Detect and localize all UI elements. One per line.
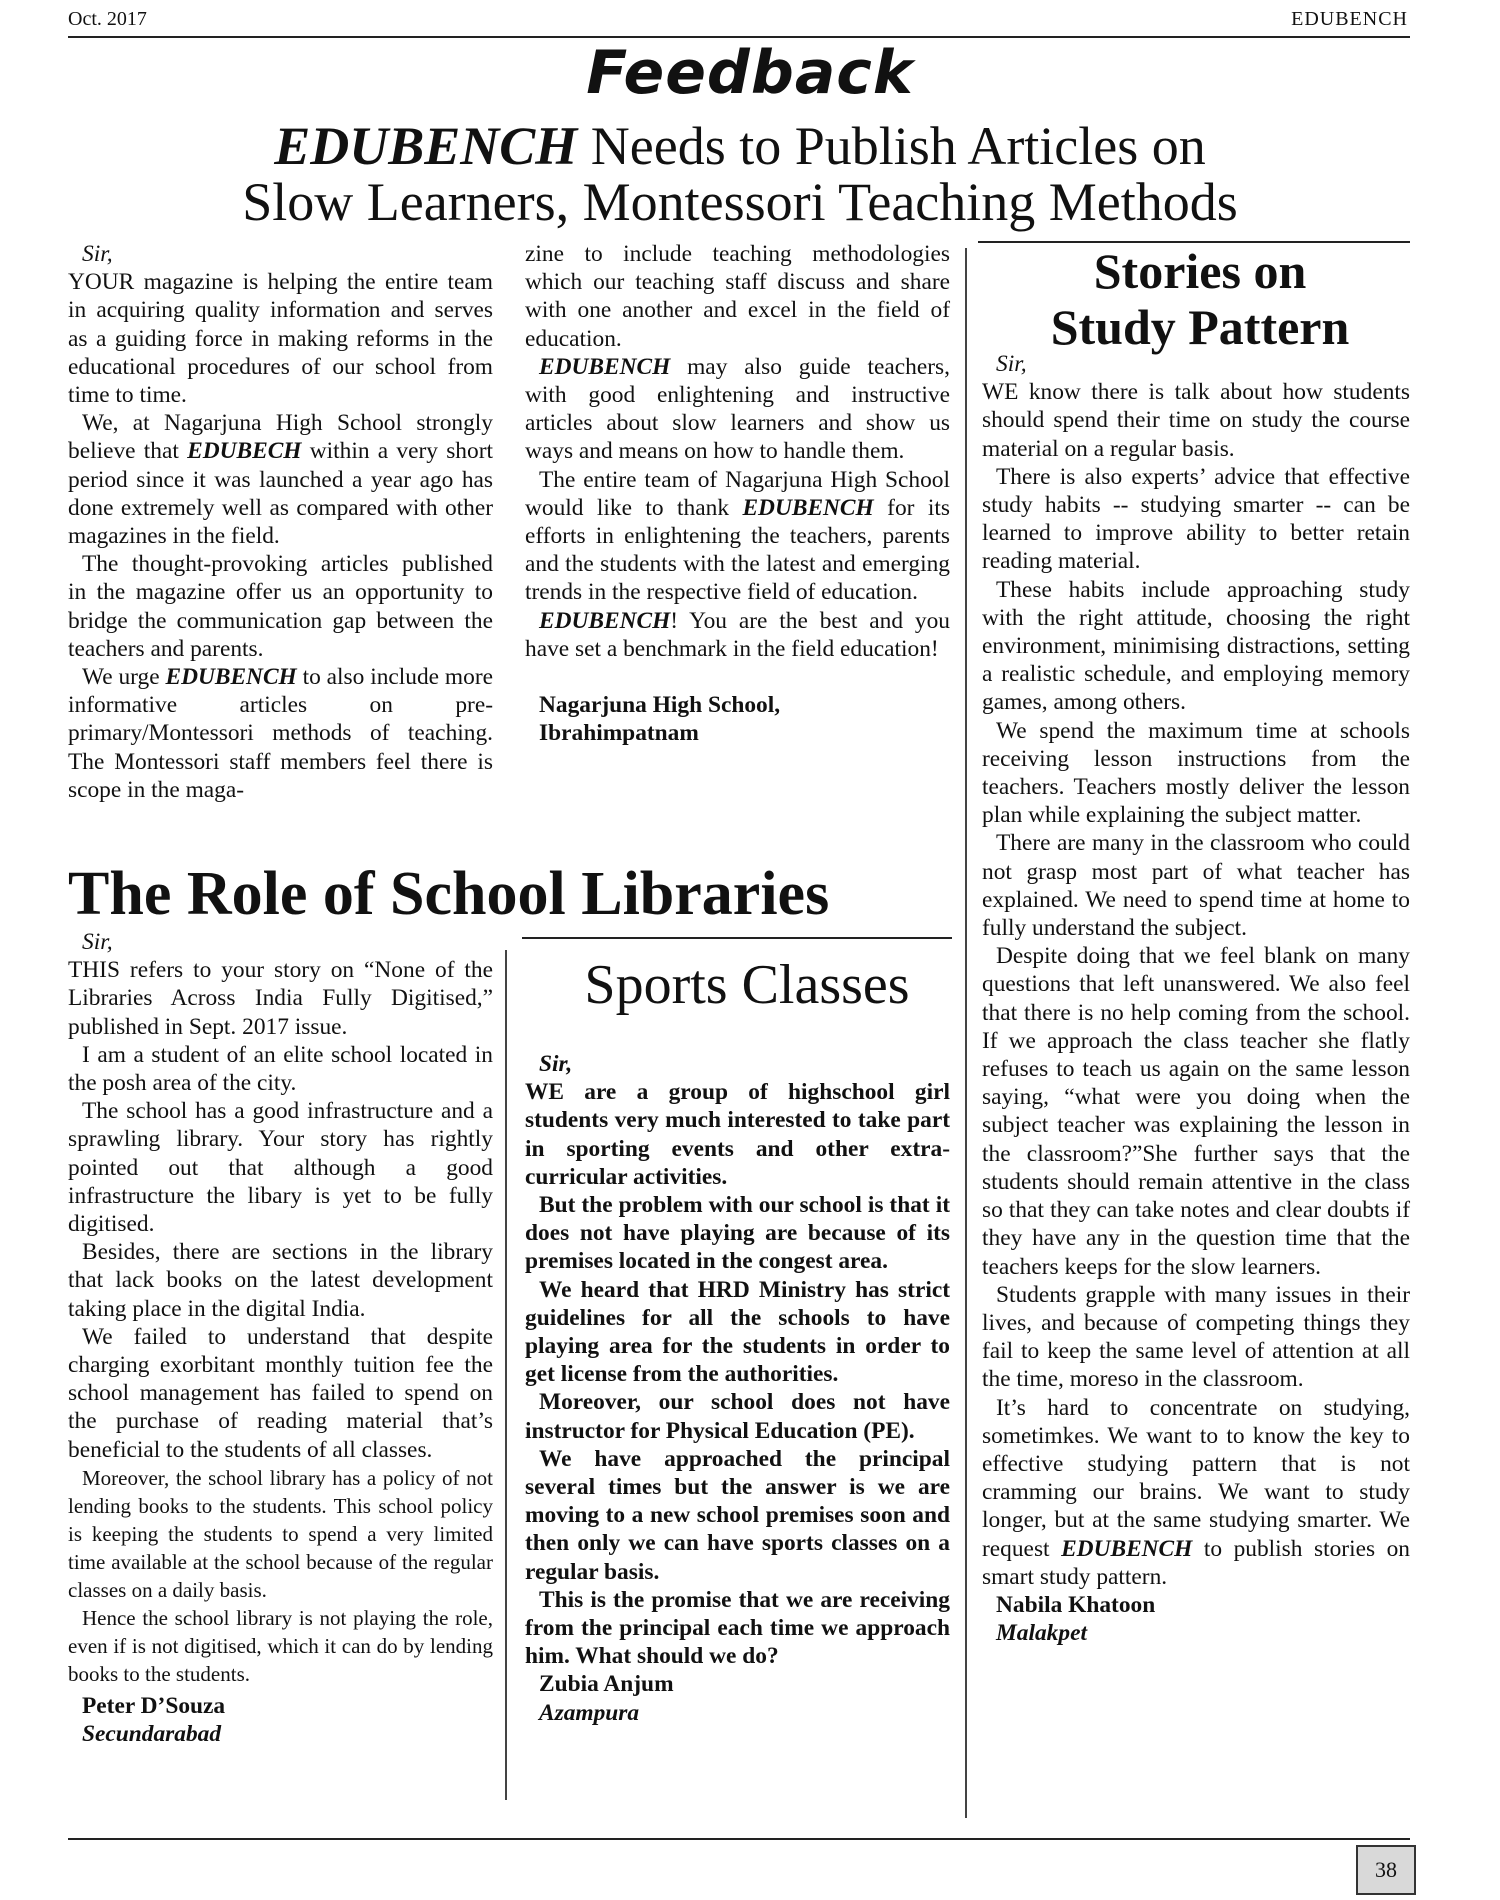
paragraph: zine to include teaching methodologies which our teaching staff discuss and share with one another and excel in the field of education. [525, 241, 950, 352]
paragraph: The thought-provoking articles published in the magazine offer us an opportunity to bridge the communication gap between the teachers and parents. [68, 551, 493, 662]
paragraph: Despite doing that we feel blank on many questions that left unanswered. We also feel that there is no help coming from the school. If we approach the class teacher she flatly refuses to teach us again on the same lesson saying, “what were you doing when the subject teacher was explaining the lesson in the classroom?”She further says that the students should remain attentive in the class so that they can take notes and clear doubts if they have any in the question time that the teachers keeps for the slow learners. [982, 943, 1410, 1280]
paragraph: We failed to understand that despite charging exorbitant monthly tuition fee the school management has failed to spend on the purchase of reading material that’s beneficial to the students of all classes. [68, 1323, 493, 1463]
paragraph: WE are a group of highschool girl students very much interested to take part in sporting events and other extra-curricular activities. [525, 1079, 950, 1190]
page-number [1356, 1845, 1416, 1895]
paragraph [68, 663, 493, 804]
page-number-text: 38 [1375, 1857, 1397, 1882]
paragraph: Students grapple with many issues in their lives, and because of competing things they fail to keep the same level of attention at all the time, moreso in the classroom. [982, 1281, 1410, 1393]
signature-place: Ibrahimpatnam [539, 720, 699, 747]
column-divider-right [965, 248, 967, 1818]
paragraph: The school has a good infrastructure and a sprawling library. Your story has rightly pointed out that although a good infrastructure the libary is yet to be fully digitised. [68, 1098, 493, 1238]
brand-name: EDUBENCH [165, 664, 297, 691]
paragraph: This is the promise that we are receiving from the principal each time we approach him. What should we do? [525, 1586, 950, 1670]
library-letter-body [68, 928, 493, 1748]
sports-letter-body [525, 1050, 950, 1727]
signature-place: Azampura [539, 1699, 640, 1726]
sports-letter-title: Sports Classes [584, 954, 910, 1016]
study-title-line1: Stories on [1093, 243, 1307, 299]
brand-name: EDUBENCH [1061, 1535, 1193, 1562]
paragraph: There is also experts’ advice that effective study habits -- studying smarter -- can be learned to improve ability to better retain reading material. [982, 463, 1410, 575]
study-letter-title [985, 243, 1415, 355]
paragraph: Moreover, the school library has a policy of not lending books to the students. This school policy is keeping the students to spend a very limited time available at the school because of the regular classes on a daily basis. [68, 1465, 493, 1602]
paragraph: Hence the school library is not playing the role, even if is not digitised, which it can do by lending books to the students. [68, 1605, 493, 1686]
study-letter-body [982, 350, 1410, 1647]
salutation: Sir, [996, 351, 1027, 377]
paragraph: These habits include approaching study with the right attitude, choosing the right environment, minimising distractions, setting a realistic schedule, and employing memory games, among others. [982, 576, 1410, 716]
paragraph [68, 409, 493, 550]
paragraph-text: It’s hard to concentrate on studying, sometimkes. We want to to know the key to effective studying pattern that is not cramming our brains. We want to study longer, but at the same studying smarter. We request [982, 1394, 1410, 1562]
paragraph-text: to publish stories on smart study pattern. [982, 1535, 1410, 1590]
signature-name: Peter D’Souza [82, 1692, 226, 1719]
brand-name: EDUBECH [187, 438, 302, 465]
signature-name: Zubia Anjum [539, 1671, 674, 1698]
paragraph: We have approached the principal several times but the answer is we are moving to a new school premises soon and then only we can have sports classes on a regular basis. [525, 1445, 950, 1585]
paragraph: I am a student of an elite school located in the posh area of the city. [68, 1041, 493, 1097]
paragraph: Moreover, our school does not have instructor for Physical Education (PE). [525, 1389, 950, 1444]
column-divider-left [505, 950, 507, 1800]
signature-name: Nagarjuna High School, [539, 692, 781, 719]
paragraph [525, 466, 950, 607]
brand-name: EDUBENCH [539, 607, 671, 634]
paragraph: There are many in the classroom who could not grasp most part of what teacher has explained. We need to spend time at home to fully understand the subject. [982, 830, 1410, 942]
paragraph-text: We urge [82, 664, 160, 691]
main-letter-column-1 [68, 240, 493, 804]
sports-title-rule [522, 937, 952, 939]
library-letter-title: The Role of School Libraries [68, 860, 830, 928]
paragraph [982, 1394, 1410, 1591]
paragraph: THIS refers to your story on “None of the Libraries Across India Fully Digitised,” published in Sept. 2017 issue. [68, 957, 493, 1040]
paragraph-text: for its efforts in enlightening the teachers, parents and the students with the latest and emerging trends in the respective field of education. [525, 494, 950, 606]
brand-name: EDUBENCH [539, 353, 671, 380]
paragraph: We spend the maximum time at schools receiving lesson instructions from the teachers. Teachers mostly deliver the lesson plan while explaining the subject matter. [982, 717, 1410, 829]
paragraph: We heard that HRD Ministry has strict guidelines for all the schools to have playing area for the students in order to get license from the authorities. [525, 1276, 950, 1388]
paragraph: But the problem with our school is that it does not have playing are because of its premises located in the congest area. [525, 1192, 950, 1275]
paragraph-text: may also guide teachers, with good enlightening and instructive articles about slow learners and show us ways and means on how to handle them. [525, 353, 950, 465]
paragraph: Besides, there are sections in the library that lack books on the latest development taking place in the digital India. [68, 1239, 493, 1322]
title-line2: Slow Learners, Montessori Teaching Methods [242, 172, 1238, 232]
title-brand: EDUBENCH [274, 116, 578, 176]
signature-place: Secundarabad [82, 1721, 222, 1748]
issue-date: Oct. 2017 [68, 8, 147, 30]
brand-name: EDUBENCH [742, 494, 874, 521]
paragraph-text: to also include more informative articles on pre-primary/Montessori methods of teaching. The Montessori staff members feel there is scope in the maga- [68, 664, 493, 803]
signature-place: Malakpet [996, 1620, 1087, 1647]
footer-rule [68, 1838, 1410, 1840]
section-heading: Feedback [586, 38, 914, 108]
main-letter-title [120, 118, 1360, 230]
salutation: Sir, [82, 929, 113, 955]
salutation: Sir, [82, 241, 113, 267]
paragraph-text: ! You are the best and you have set a benchmark in the field education! [525, 607, 950, 662]
signature-name: Nabila Khatoon [996, 1591, 1156, 1618]
study-title-line2: Study Pattern [1050, 299, 1350, 355]
paragraph-text: We, at Nagarjuna High School strongly believe that [68, 410, 493, 465]
main-letter-column-2 [525, 240, 950, 747]
salutation: Sir, [539, 1051, 573, 1077]
paragraph: YOUR magazine is helping the entire team in acquiring quality information and serves as a guiding force in making reforms in the educational procedures of our school from time to time. [68, 269, 493, 409]
paragraph [525, 607, 950, 663]
paragraph: WE know there is talk about how students should spend their time on study the course material on a regular basis. [982, 379, 1410, 462]
title-line1: Needs to Publish Articles on [577, 116, 1206, 176]
magazine-name: EDUBENCH [1291, 8, 1408, 30]
paragraph [525, 353, 950, 466]
paragraph-text: The entire team of Nagarjuna High School would like to thank [525, 466, 950, 521]
paragraph-text: within a very short period since it was launched a year ago has done extremely well as compared with other magazines in the field. [68, 438, 493, 550]
